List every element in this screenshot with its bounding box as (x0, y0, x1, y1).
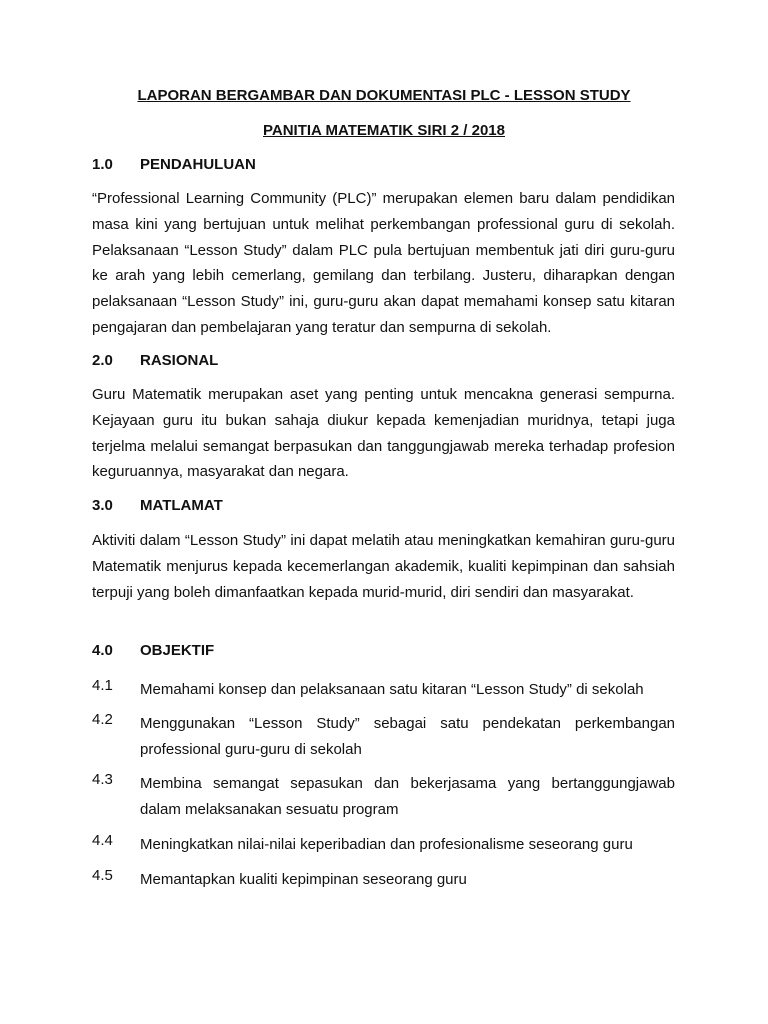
section-heading-pendahuluan (92, 156, 256, 173)
objective-number: 4.3 (92, 771, 113, 788)
section-title: PENDAHULUAN (140, 156, 256, 173)
section-title: RASIONAL (140, 352, 219, 369)
objective-text: Memantapkan kualiti kepimpinan seseorang guru (140, 871, 467, 888)
section-text-pendahuluan: “Professional Learning Community (PLC)” merupakan elemen baru dalam pendidikan masa kini yang bertujuan untuk melihat perkembangan professional guru di sekolah. Pelaksanaan “Lesson Study” dalam PLC pula bertujuan membentuk jati diri guru-guru ke arah yang lebih cemerlang, gemilang dan terbilang. Justeru, diharapkan dengan pelaksanaan “Lesson Study” ini, guru-guru akan dapat memahami konsep satu kitaran pengajaran dan pembelajaran yang teratur dan sempurna di sekolah. (92, 190, 675, 336)
section-number: 2.0 (92, 352, 113, 369)
objective-number: 4.2 (92, 711, 113, 728)
objective-text: Menggunakan “Lesson Study” sebagai satu pendekatan perkembangan professional guru-guru di sekolah (140, 715, 675, 758)
section-text-rasional: Guru Matematik merupakan aset yang penting untuk mencakna generasi sempurna. Kejayaan guru itu bukan sahaja diukur kepada kemenjadian muridnya, tetapi juga terjelma melalui semangat berpasukan dan tanggungjawab mereka terhadap profesion keguruannya, masyarakat dan negara. (92, 386, 675, 481)
section-text-matlamat: Aktiviti dalam “Lesson Study” ini dapat melatih atau meningkatkan kemahiran guru-guru Matematik menjurus kepada kecemerlangan akademik, kualiti kepimpinan dan sahsiah terpuji yang boleh dimanfaatkan kepada murid-murid, diri sendiri dan masyarakat. (92, 532, 675, 601)
objective-number: 4.4 (92, 832, 113, 849)
section-number: 4.0 (92, 642, 113, 659)
section-number: 1.0 (92, 156, 113, 173)
objective-number: 4.5 (92, 867, 113, 884)
section-heading-matlamat (92, 497, 223, 514)
section-number: 3.0 (92, 497, 113, 514)
report-subtitle: PANITIA MATEMATIK SIRI 2 / 2018 (263, 122, 505, 139)
section-title: OBJEKTIF (140, 642, 215, 659)
objective-text: Membina semangat sepasukan dan bekerjasama yang bertanggungjawab dalam melaksanakan sesuatu program (140, 775, 675, 818)
section-title: MATLAMAT (140, 497, 223, 514)
report-title: LAPORAN BERGAMBAR DAN DOKUMENTASI PLC - LESSON STUDY (137, 87, 631, 104)
section-heading-rasional (92, 352, 218, 369)
objective-text: Meningkatkan nilai-nilai keperibadian dan profesionalisme seseorang guru (140, 836, 633, 853)
objective-text: Memahami konsep dan pelaksanaan satu kitaran “Lesson Study” di sekolah (140, 681, 644, 698)
objective-number: 4.1 (92, 677, 113, 694)
section-heading-objektif (92, 642, 214, 659)
